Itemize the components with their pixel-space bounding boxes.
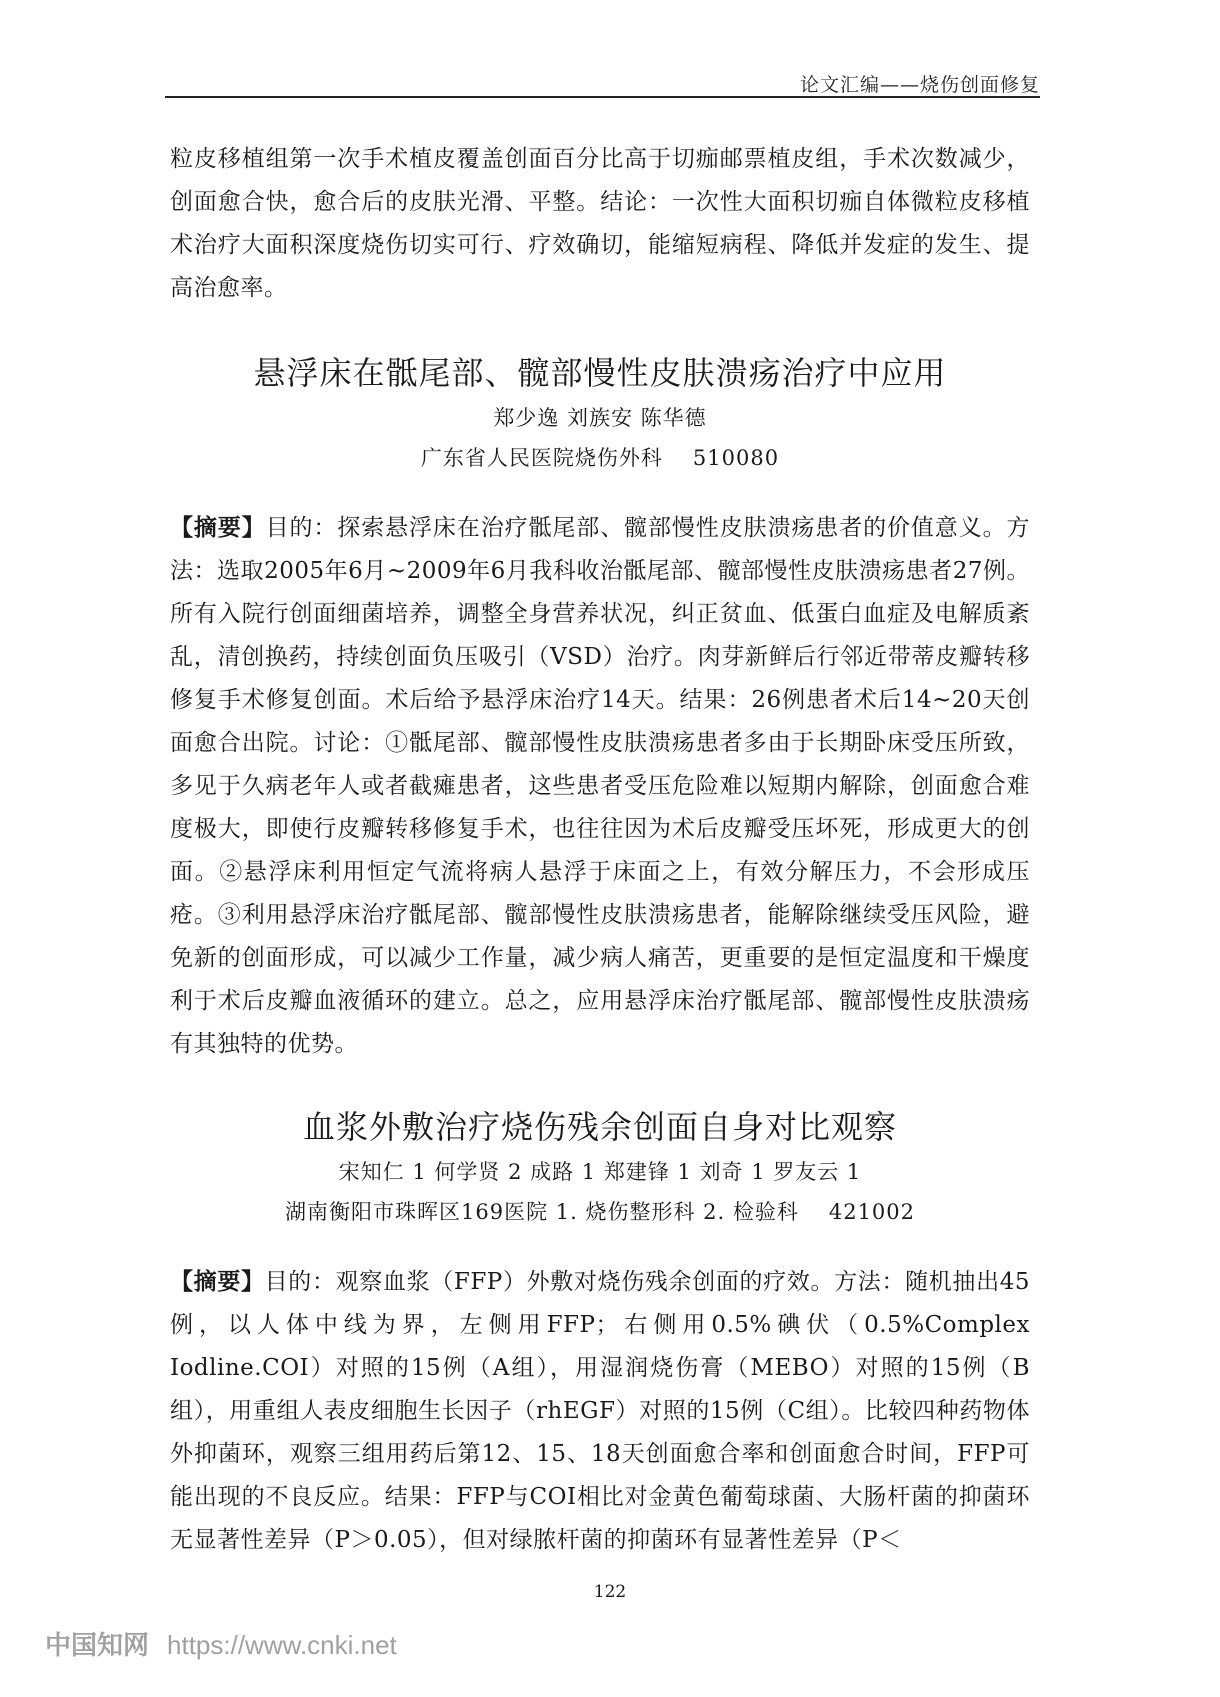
article-2-abstract bbox=[170, 1260, 1030, 1562]
article-2-abstract-text: 目的：观察血浆（FFP）外敷对烧伤残余创面的疗效。方法：随机抽出45例，以人体中线为界，左侧用FFP；右侧用0.5%碘伏（0.5%Complex Iodline.COI）对照的15例（A组），用湿润烧伤膏（MEBO）对照的15例（B组），用重组人表皮细胞生长因子（rhEGF）对照的15例（C组）。比较四种药物体外抑菌环，观察三组用药后第12、15、18天创面愈合率和创面愈合时间，FFP可能出现的不良反应。结果：FFP与COI相比对金黄色葡萄球菌、大肠杆菌的抑菌环无显著性差异（P＞0.05），但对绿脓杆菌的抑菌环有显著性差异（P＜ bbox=[170, 1269, 1031, 1553]
article-1-affiliation-name: 广东省人民医院烧伤外科 bbox=[420, 446, 663, 470]
abstract-label: 【摘要】 bbox=[170, 1268, 265, 1295]
header-title: 论文汇编——烧伤创面修复 bbox=[799, 74, 1040, 96]
article-1-affiliation bbox=[170, 438, 1030, 478]
article-1-abstract bbox=[170, 506, 1030, 1066]
article-1-authors: 郑少逸 刘族安 陈华德 bbox=[493, 406, 707, 430]
header-rule bbox=[165, 96, 1040, 98]
article-1-title: 悬浮床在骶尾部、髋部慢性皮肤溃疡治疗中应用 bbox=[253, 354, 947, 392]
article-2-title: 血浆外敷治疗烧伤残余创面自身对比观察 bbox=[302, 1108, 897, 1146]
article-2-affiliation bbox=[170, 1192, 1030, 1232]
article-1 bbox=[170, 348, 1030, 1066]
page-number: 122 bbox=[593, 1582, 627, 1602]
cnki-logo: 中国知网 bbox=[45, 1630, 150, 1660]
page-content bbox=[170, 138, 1030, 1562]
cnki-url[interactable]: https://www.cnki.net bbox=[167, 1630, 397, 1660]
article-1-postal-code: 510080 bbox=[692, 446, 780, 470]
intro-paragraph: 粒皮移植组第一次手术植皮覆盖创面百分比高于切痂邮票植皮组，手术次数减少，创面愈合快，愈合后的皮肤光滑、平整。结论：一次性大面积切痂自体微粒皮移植术治疗大面积深度烧伤切实可行、疗效确切，能缩短病程、降低并发症的发生、提高治愈率。 bbox=[170, 146, 1030, 301]
article-2-affiliation-name: 湖南衡阳市珠晖区169医院 1. 烧伤整形科 2. 检验科 bbox=[284, 1200, 799, 1224]
article-2-postal-code: 421002 bbox=[828, 1200, 916, 1224]
article-2-authors: 宋知仁 1 何学贤 2 成路 1 郑建锋 1 刘奇 1 罗友云 1 bbox=[338, 1160, 862, 1184]
article-2 bbox=[170, 1102, 1030, 1562]
article-1-abstract-text: 目的：探索悬浮床在治疗骶尾部、髋部慢性皮肤溃疡患者的价值意义。方法：选取2005年6月~2009年6月我科收治骶尾部、髋部慢性皮肤溃疡患者27例。所有入院行创面细菌培养，调整全身营养状况，纠正贫血、低蛋白血症及电解质紊乱，清创换药，持续创面负压吸引（VSD）治疗。肉芽新鲜后行邻近带蒂皮瓣转移修复手术修复创面。术后给予悬浮床治疗14天。结果：26例患者术后14~20天创面愈合出院。讨论：①骶尾部、髋部慢性皮肤溃疡患者多由于长期卧床受压所致，多见于久病老年人或者截瘫患者，这些患者受压危险难以短期内解除，创面愈合难度极大，即使行皮瓣转移修复手术，也往往因为术后皮瓣受压坏死，形成更大的创面。②悬浮床利用恒定气流将病人悬浮于床面之上，有效分解压力，不会形成压疮。③利用悬浮床治疗骶尾部、髋部慢性皮肤溃疡患者，能解除继续受压风险，避免新的创面形成，可以减少工作量，减少病人痛苦，更重要的是恒定温度和干燥度利于术后皮瓣血液循环的建立。总之，应用悬浮床治疗骶尾部、髋部慢性皮肤溃疡有其独特的优势。 bbox=[170, 515, 1031, 1057]
abstract-label: 【摘要】 bbox=[170, 514, 266, 541]
cnki-watermark bbox=[45, 1625, 397, 1662]
